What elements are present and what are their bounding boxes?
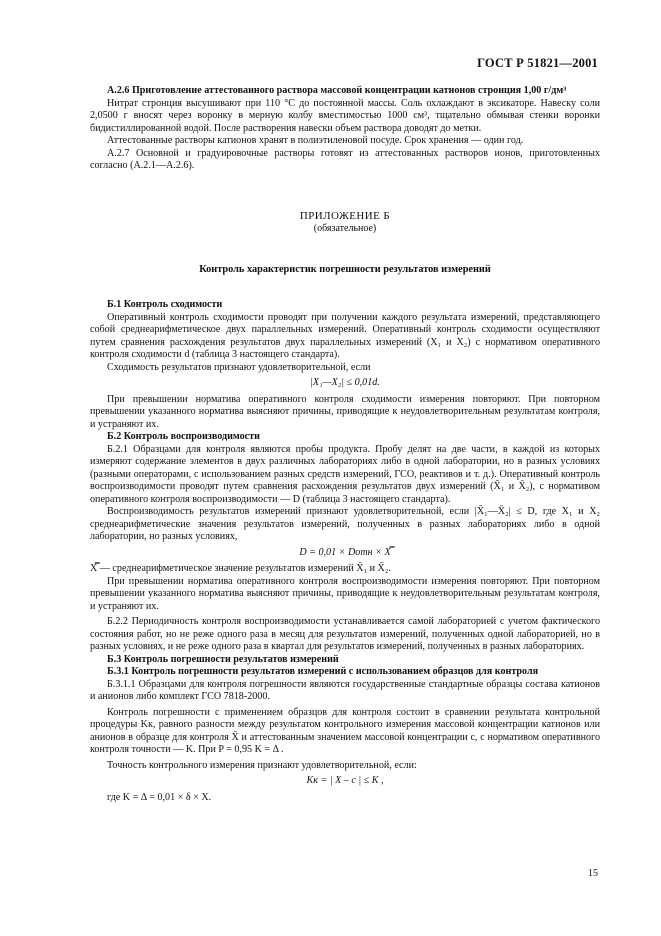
formula-accuracy: Kк = | X – c | ≤ K , <box>306 775 384 786</box>
section-a26-paragraph: Аттестованные растворы катионов хранят в полиэтиленовой посуде. Срок хранения — один год. <box>107 135 524 146</box>
page-content <box>90 85 600 804</box>
appendix-title: ПРИЛОЖЕНИЕ Б <box>299 209 391 222</box>
section-b2-paragraph: При превышении норматива оперативного контроля воспроизводимости измерения повторяют. При повторном превышении указанного норматива выясняют причины, приводящие к неудовлетворительным результатам контроля, и устраняют их. <box>90 575 600 612</box>
section-b1-paragraph: При превышении норматива оперативного контроля сходимости измерения повторяют. При повторном превышении указанного норматива выясняют причины, приводящие к неудовлетворительным результатам контроля, и устраняют их. <box>90 393 600 430</box>
section-b2-paragraph: Воспроизводимость результатов измерений признают удовлетворительной, если |X̄₁—X̄₂| ≤ D, где X₁ и X₂ среднеарифметические значения результатов измерений, полученных в разных лабораториях либо в одной лаборатории, но разных условиях, <box>90 506 600 542</box>
section-a26-title: А.2.6 Приготовление аттестованного раствора массовой концентрации катионов стронция 1,00 г/дм³ <box>107 85 567 96</box>
formula-repeatability: |X₁—X₂| ≤ 0,01d. <box>310 377 380 388</box>
formula-reproducibility: D = 0,01 × Dотн × X̿ <box>299 546 391 558</box>
section-b3-paragraph: Контроль погрешности с применением образцов для контроля состоит в сравнении результата контрольной процедуры Kк, равного разности между результатом контрольного измерения массовой концентрации катионов или анионов в образце для контроля X̄ и аттестованным значением массовой концентрации c, с нормативом оперативного контроля точности — K. При P = 0,95 K = Δ . <box>90 706 600 755</box>
section-b1-paragraph: Оперативный контроль сходимости проводят при получении каждого результата измерений, представляющего собой среднеарифметическое двух параллельных измерений. Оперативный контроль сходимости осуществляют путем сравнения расхождения результатов двух параллельных измерений (X₁ и X₂) с нормативом оперативного контроля сходимости d (таблица 3 настоящего стандарта). <box>90 311 600 360</box>
section-b2-paragraph: Б.2.2 Периодичность контроля воспроизводимости устанавливается самой лабораторией с учетом фактического состояния работ, но не реже одного раза в месяц для результатов измерений, полученных одной лабораторией, но в разных условиях, и не реже одного раза в квартал для результатов измерений, полученных в разных лабораториях. <box>90 616 600 652</box>
section-b1-title: Б.1 Контроль сходимости <box>107 299 223 310</box>
section-b2-title: Б.2 Контроль воспроизводимости <box>107 431 260 442</box>
section-b31-title: Б.3.1 Контроль погрешности результатов измерений с использованием образцов для контроля <box>107 666 539 677</box>
appendix-main-title: Контроль характеристик погрешности результатов измерений <box>199 263 491 275</box>
section-a27-paragraph: А.2.7 Основной и градуировочные растворы готовят из аттестованных растворов ионов, приготовленных согласно (А.2.1—А.2.6). <box>90 147 600 171</box>
section-b2-paragraph: X̿ — среднеарифметическое значение результатов измерений X̄₁ и X̄₂. <box>90 563 391 574</box>
appendix-subtitle: (обязательное) <box>313 222 377 234</box>
section-b1-paragraph: Сходимость результатов признают удовлетворительной, если <box>107 361 371 373</box>
section-b2-paragraph: Б.2.1 Образцами для контроля являются пробы продукта. Пробу делят на две части, в каждой из которых измеряют содержание элементов в двух различных лабораториях либо в одной лаборатории, но в разных условиях (разными операторами, с использованием разных средств измерений, ГСО, реактивов и т. д.). Оперативный контроль воспроизводимости проводят путем сравнения расхождения результатов двух измерений (X̄₁ и X̄₂), с нормативом оперативного контроля воспроизводимости — D (таблица 3 настоящего стандарта). <box>90 443 600 505</box>
page-number: 15 <box>588 868 598 879</box>
section-b3-paragraph: где K = Δ = 0,01 × δ × X. <box>107 791 212 803</box>
section-b3-paragraph: Б.3.1.1 Образцами для контроля погрешности являются государственные стандартные образцы состава катионов и анионов либо комплект ГСО 7818-2000. <box>90 678 600 702</box>
standard-header: ГОСТ Р 51821—2001 <box>477 56 598 70</box>
section-a26-paragraph: Нитрат стронция высушивают при 110 °С до постоянной массы. Соль охлаждают в эксикаторе. Навеску соли 2,0500 г вносят через воронку в мерную колбу вместимостью 1000 см³, тщательно обмывая стенки воронки бидистиллированной водой. После растворения навески объем раствора доводят до метки. <box>90 97 600 134</box>
section-b3-title: Б.3 Контроль погрешности результатов измерений <box>107 653 339 665</box>
section-b3-paragraph: Точность контрольного измерения признают удовлетворительной, если: <box>107 759 417 771</box>
